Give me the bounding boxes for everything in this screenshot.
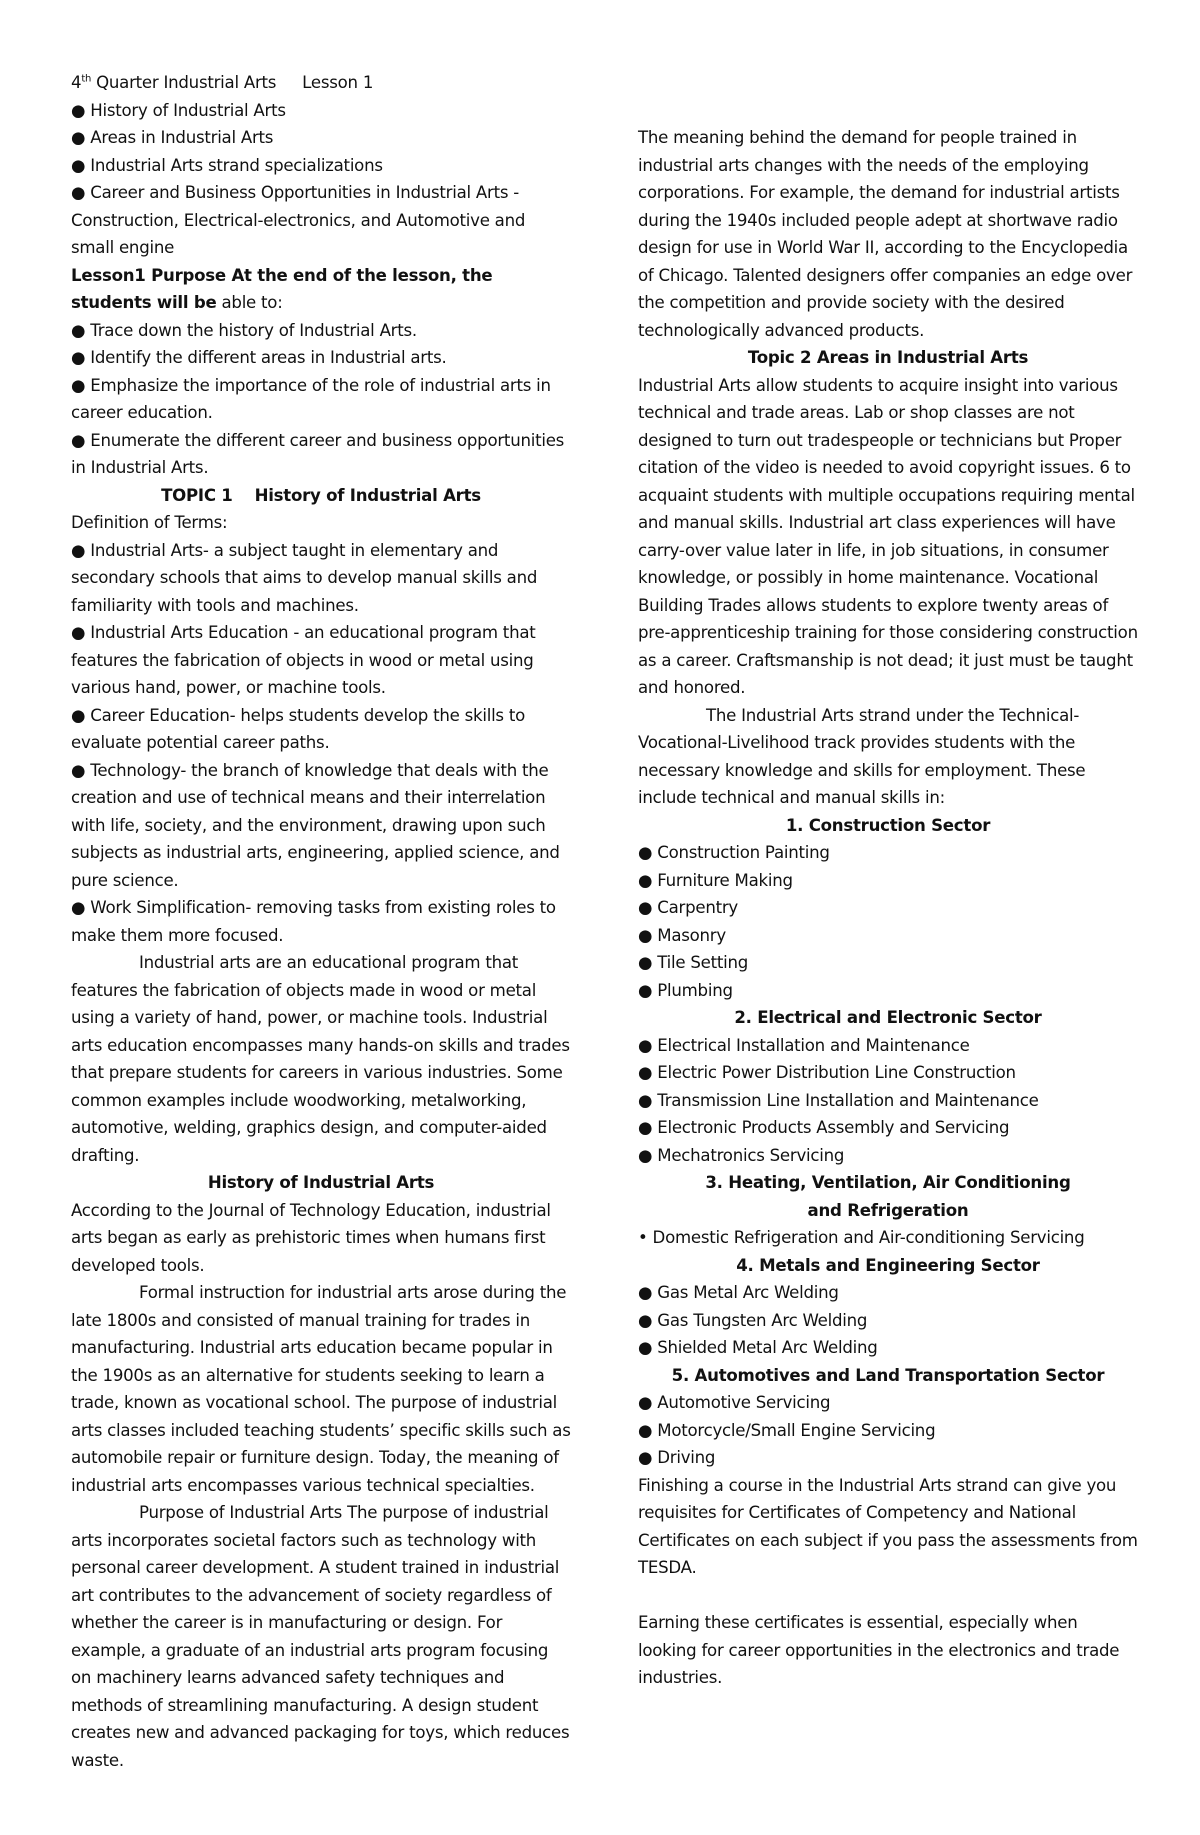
definition-item: ● Career Education- helps students develop the skills to evaluate potential career paths. — [71, 705, 526, 752]
sector-heading: 2. Electrical and Electronic Sector — [734, 1008, 1042, 1027]
objective-item: ● Identify the different areas in Industrial arts. — [71, 348, 447, 367]
sector-item: ● Construction Painting — [638, 843, 830, 862]
left-column — [71, 69, 571, 1774]
sector-item: ● Electronic Products Assembly and Servicing — [638, 1118, 1010, 1137]
sector-item: ● Gas Tungsten Arc Welding — [638, 1310, 868, 1330]
objective-item: ● Trace down the history of Industrial Arts. — [71, 320, 417, 340]
sector-heading: 4. Metals and Engineering Sector — [736, 1255, 1040, 1275]
sector-item: ● Electric Power Distribution Line Construction — [638, 1063, 1016, 1082]
definition-item: ● Work Simplification- removing tasks from existing roles to make them more focused. — [71, 898, 556, 945]
sector-item: ● Shielded Metal Arc Welding — [638, 1338, 878, 1357]
history-heading: History of Industrial Arts — [207, 1173, 435, 1192]
sector-item: ● Electrical Installation and Maintenance — [638, 1035, 970, 1055]
sector-item: ● Masonry — [638, 925, 726, 945]
sector-item: ● Furniture Making — [638, 870, 793, 890]
outline-item: ● History of Industrial Arts — [71, 100, 286, 120]
earning-paragraph: Earning these certificates is essential, especially when looking for career opportunities in the electronics and trade industries. — [638, 1613, 1120, 1687]
sector-item: ● Driving — [638, 1448, 716, 1467]
paragraph-spacer — [638, 1582, 1138, 1610]
sector-heading: 3. Heating, Ventilation, Air Conditioning — [705, 1173, 1071, 1192]
definition-item: ● Technology- the branch of knowledge that deals with the creation and use of technical means and their interrelation with life, society, and the environment, drawing upon such subjects as industrial arts, engineering, applied science, and pure science. — [71, 760, 560, 890]
sector-item: ● Gas Metal Arc Welding — [638, 1283, 839, 1302]
finishing-paragraph: Finishing a course in the Industrial Arts strand can give you requisites for Certificates of Competency and National Certificates on each subject if you pass the assessments from TESDA. — [638, 1475, 1138, 1577]
definition-item: ● Industrial Arts- a subject taught in elementary and secondary schools that aims to develop manual skills and familiarity with tools and machines. — [71, 540, 538, 615]
sector-item: ● Transmission Line Installation and Maintenance — [638, 1090, 1039, 1110]
sector-item: • Domestic Refrigeration and Air-conditioning Servicing — [638, 1228, 1085, 1247]
sector-item: ● Automotive Servicing — [638, 1393, 831, 1412]
sector-heading-continued: and Refrigeration — [807, 1200, 969, 1220]
sector-heading: 1. Construction Sector — [785, 815, 991, 835]
sector-item: ● Mechatronics Servicing — [638, 1145, 845, 1165]
history-paragraph-1: According to the Journal of Technology Education, industrial arts began as early as prehistoric times when humans first developed tools. — [71, 1200, 551, 1275]
history-paragraph-2: Formal instruction for industrial arts arose during the late 1800s and consisted of manual training for trades in manufacturing. Industrial arts education became popular in the 1900s as an alternative for students seeking to learn a trade, known as vocational school. The purpose of industrial arts classes included teaching students’ specific skills such as automobile repair or furniture design. Today, the meaning of industrial arts encompasses various technical specialties. — [71, 1283, 571, 1495]
sector-item: ● Tile Setting — [638, 953, 748, 972]
objective-item: ● Emphasize the importance of the role of industrial arts in career education. — [71, 375, 551, 422]
topic2-heading: Topic 2 Areas in Industrial Arts — [747, 348, 1029, 367]
lesson-header: 4th Quarter Industrial Arts Lesson 1 — [71, 73, 374, 92]
outline-item: ● Areas in Industrial Arts — [71, 128, 274, 147]
purpose-paragraph: Purpose of Industrial Arts The purpose of industrial arts incorporates societal factors such as technology with personal career development. A student trained in industrial art contributes to the advancement of society regardless of whether the career is in manufacturing or design. For example, a graduate of an industrial arts program focusing on machinery learns advanced safety techniques and methods of streamlining manufacturing. A design student creates new and advanced packaging for toys, which reduces waste. — [71, 1503, 570, 1770]
right-column — [638, 124, 1138, 1692]
areas-paragraph: Industrial Arts allow students to acquire insight into various technical and trade areas. Lab or shop classes are not designed to turn out tradespeople or technicians but Proper citation of the video is needed to avoid copyright issues. 6 to acquaint students with multiple occupations requiring mental and manual skills. Industrial art class experiences will have carry-over value later in life, in job situations, in consumer knowledge, or possibly in home maintenance. Vocational Building Trades allows students to explore twenty areas of pre-apprenticeship training for those considering construction as a career. Craftsmanship is not dead; it just must be taught and honored. — [638, 375, 1138, 697]
objective-item: ● Enumerate the different career and business opportunities in Industrial Arts. — [71, 430, 565, 477]
intro-paragraph: Industrial arts are an educational program that features the fabrication of objects made in wood or metal using a variety of hand, power, or machine tools. Industrial arts education encompasses many hands-on skills and trades that prepare students for careers in various industries. Some common examples include woodworking, metalworking, automotive, welding, graphics design, and computer-aided drafting. — [71, 953, 570, 1165]
sector-item: ● Carpentry — [638, 898, 738, 917]
sector-item: ● Plumbing — [638, 980, 733, 1000]
meaning-paragraph: The meaning behind the demand for people trained in industrial arts changes with the needs of the employing corporations. For example, the demand for industrial artists during the 1940s included people adept at shortwave radio design for use in World War II, according to the Encyclopedia of Chicago. Talented designers offer companies an edge over the competition and provide society with the desired technologically advanced products. — [638, 128, 1133, 340]
outline-item: ● Career and Business Opportunities in Industrial Arts - Construction, Electrical-electronics, and Automotive and small engine — [71, 183, 526, 257]
sector-item: ● Motorcycle/Small Engine Servicing — [638, 1420, 936, 1440]
sector-heading: 5. Automotives and Land Transportation Sector — [671, 1365, 1105, 1385]
outline-item: ● Industrial Arts strand specializations — [71, 155, 383, 175]
definition-item: ● Industrial Arts Education - an educational program that features the fabrication of objects in wood or metal using various hand, power, or machine tools. — [71, 623, 536, 697]
definition-heading: Definition of Terms: — [71, 513, 228, 532]
topic1-heading: TOPIC 1 History of Industrial Arts — [161, 485, 481, 505]
strand-paragraph: The Industrial Arts strand under the Technical-Vocational-Livelihood track provides students with the necessary knowledge and skills for employment. These include technical and manual skills in: — [638, 705, 1086, 807]
lesson-purpose: Lesson1 Purpose At the end of the lesson, the students will be able to: — [71, 265, 493, 312]
